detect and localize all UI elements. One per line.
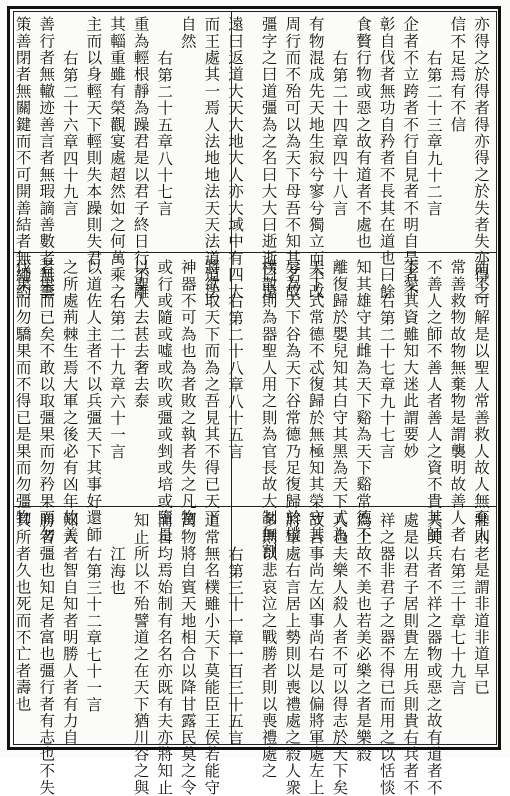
text-column: 右第三十章七十九言: [448, 546, 467, 697]
text-column: 右第二十八章八十五言: [226, 293, 244, 460]
text-column: 辱為天下谷為天下谷常德乃足復歸於樸: [283, 259, 302, 543]
text-column: 主而以身輕天下輕則失本躁則失君: [84, 16, 103, 267]
text-column: 天下式常德不忒復歸於無極知其榮守其: [306, 259, 325, 543]
text-column: 之所處荊棘生焉大軍之後必有凶年故善: [60, 259, 79, 543]
text-column: 周行而不殆可以為天下母吾不知其名故: [283, 16, 302, 300]
text-column: 者果而已矣不敢以取彊果而勿矜果而勿: [37, 259, 56, 543]
text-column: 不愛其資雖知大迷此謂要妙: [401, 259, 420, 460]
text-column: 壯則老是謂非道非道早已: [472, 512, 490, 696]
text-column: 而王處其一焉人法地地法天天法道道法: [202, 16, 221, 300]
text-column: 策善閉者無關鍵而不可開善結者無繩約: [13, 16, 32, 300]
text-column: 右第二十九章六十一言: [108, 293, 126, 460]
text-column: 道常無名樸雖小天下莫能臣王侯若能守: [202, 512, 221, 796]
text-column: 善行者無轍迹善言者無瑕謫善數者無籌: [37, 16, 56, 300]
text-column: 企者不立跨者不行自見者不明自是者不: [401, 16, 420, 300]
text-column: 或行或隨或噓或吹或彊或剉或培或墮是: [155, 259, 174, 543]
text-column: 有物混成先天地生寂兮寥兮獨立而不改: [306, 16, 325, 300]
text-column: 右第二十七章九十七言: [377, 293, 396, 460]
text-column: 夫美兵者不祥之器物或惡之故有道者不: [424, 512, 443, 796]
text-column: 伐果而勿驕果而不得已是果而勿彊物: [13, 259, 32, 527]
text-column: 其輜重雖有榮觀宴處超然如之何萬乘之: [108, 16, 126, 300]
text-column: 彰自伐者無功自矜者不長其在道也曰餘: [377, 16, 396, 300]
text-column: 處是以君子居則貴左用兵則貴右兵者不: [401, 512, 420, 796]
text-column: 自然: [178, 16, 197, 50]
text-column: 江海也: [108, 546, 126, 597]
text-column: 樸散則為器聖人用之則為官長故大制無割: [259, 259, 278, 560]
text-column: 勝者彊也知足者富也彊行者有志也不失: [37, 512, 56, 796]
text-column: 右第二十六章四十九言: [60, 50, 79, 217]
text-column: 重為輕根靜為躁君是以君子終日行不離: [131, 16, 150, 300]
text-column: 右第三十一章一百三十五言: [226, 546, 244, 747]
text-column: 右第二十四章四十八言: [330, 50, 349, 217]
text-column: 為上故不美也若美必樂之者是樂殺: [354, 512, 372, 763]
text-column: 亦得之於得者得亦得之於失者失亦得之: [472, 16, 490, 300]
text-column: 知人者智自知者明勝人者有力自: [60, 512, 79, 746]
text-column: 食贅行物或惡之故有道者不處也: [354, 16, 372, 250]
text-column: 右第二十三章九十二言: [424, 50, 443, 217]
text-column: 而不可解是以聖人常善救人故人無棄人: [472, 259, 490, 543]
text-column: 神器不可為也為者敗之執者失之凡物: [178, 259, 197, 527]
text-column: 將軍處右言居上勢則以喪禮處之殺人衆: [283, 512, 302, 796]
text-column: 右第二十五章八十七言: [155, 50, 174, 217]
text-column: 以聖人去甚去奢去泰: [131, 259, 150, 410]
text-column: 知止所以不殆譬道之在天下猶川谷之與: [131, 512, 150, 796]
text-column: 不善人之師不善人者善人之資不貴其師: [424, 259, 443, 543]
text-column: 將欲取天下而為之吾見其不得已天下: [202, 259, 221, 527]
text-column: 故吉事尚左凶事尚右是以偏將軍處左上: [306, 512, 325, 796]
text-column: 祥之器非君子之器不得已而用之以恬惔: [377, 512, 396, 796]
text-column: 知其雄守其雌為天下谿為天下谿常德不: [354, 259, 372, 543]
text-column: 常善救物故物無棄物是謂襲明故善人者: [448, 259, 467, 543]
text-column: 而自均焉始制有名名亦既有夫亦將知止: [155, 512, 174, 796]
text-column: 人也夫樂人殺人者不可以得志於天下矣: [330, 512, 349, 796]
text-column: 遠曰返道大天大地大人亦大域中有四大: [226, 16, 244, 300]
text-column: 右第三十二章七十一言: [84, 546, 103, 713]
text-column: 信不足焉有不信: [448, 16, 467, 133]
text-column: 萬物將自賓天地相合以降甘露民莫之令: [178, 512, 197, 796]
text-column: 多則以悲哀泣之戰勝者則以喪禮處之: [259, 512, 278, 780]
text-column: 以道佐人主者不以兵彊天下其事好還師: [84, 259, 103, 543]
text-column: 彊字之曰道彊為之名曰大大曰逝逝曰遠: [259, 16, 278, 300]
text-column: 其所者久也死而不亡者壽也: [13, 512, 32, 713]
text-column: 離復歸於嬰兒知其白守其黑為天下式為: [330, 259, 349, 543]
